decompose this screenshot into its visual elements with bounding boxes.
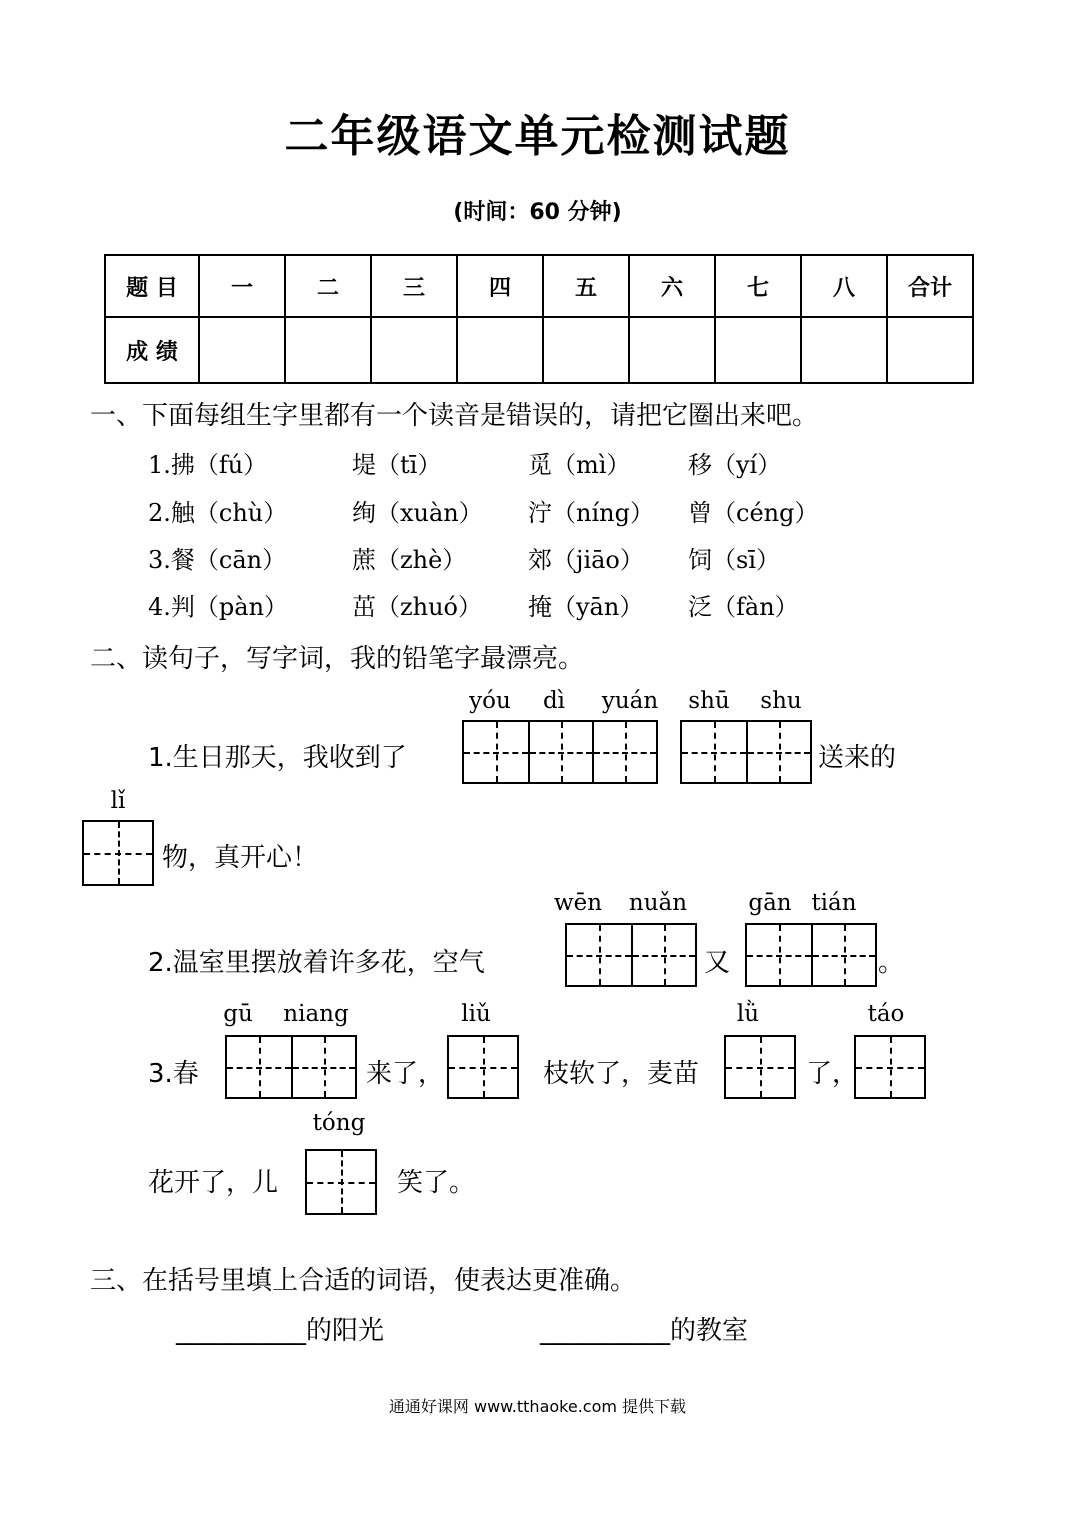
pinyin-label: gū xyxy=(223,1001,253,1027)
pinyin-label: wēn xyxy=(553,890,603,916)
question-item: 泛（fàn） xyxy=(688,593,799,621)
question-text: 枝软了，麦苗 xyxy=(543,1059,700,1089)
question-text: 送来的 xyxy=(818,743,897,773)
grid-cell[interactable] xyxy=(726,1037,794,1097)
writing-grid[interactable] xyxy=(745,923,877,987)
question-item: 茁（zhuó） xyxy=(352,593,483,621)
question-text: 花开了，儿 xyxy=(148,1168,279,1198)
writing-grid[interactable] xyxy=(447,1035,519,1099)
grid-cell[interactable] xyxy=(567,925,631,985)
pinyin-label: tián xyxy=(811,890,857,916)
table-header-cell: 二 xyxy=(285,255,371,317)
score-cell[interactable] xyxy=(715,317,801,383)
page-footer: 通通好课网 www.tthaoke.com 提供下载 xyxy=(388,1397,687,1416)
score-cell[interactable] xyxy=(629,317,715,383)
question-item: 移（yí） xyxy=(688,451,782,479)
score-cell[interactable] xyxy=(285,317,371,383)
pinyin-label: lǐ xyxy=(110,788,126,814)
question-item: 2.触（chù） xyxy=(148,499,288,527)
grid-cell[interactable] xyxy=(449,1037,517,1097)
question-text: 物，真开心！ xyxy=(162,843,319,873)
writing-grid[interactable] xyxy=(462,720,658,784)
question-item: 泞（níng） xyxy=(528,499,654,527)
pinyin-label: liǔ xyxy=(461,1001,491,1027)
question-text: 3.春 xyxy=(148,1059,199,1089)
table-header-cell: 七 xyxy=(715,255,801,317)
question-item: 1.拂（fú） xyxy=(148,451,268,479)
pinyin-label: lǜ xyxy=(736,1001,760,1027)
pinyin-label: gān xyxy=(748,890,792,916)
section2-heading: 二、读句子，写字词，我的铅笔字最漂亮。 xyxy=(90,644,585,674)
question-item: 3.餐（cān） xyxy=(148,546,287,574)
grid-cell[interactable] xyxy=(631,925,695,985)
question-item: 绚（xuàn） xyxy=(352,499,483,527)
question-item: 觅（mì） xyxy=(528,451,631,479)
score-cell[interactable] xyxy=(543,317,629,383)
score-cell[interactable] xyxy=(801,317,887,383)
table-header-cell: 三 xyxy=(371,255,457,317)
grid-cell[interactable] xyxy=(811,925,875,985)
question-text: 笑了。 xyxy=(397,1168,476,1198)
page-title: 二年级语文单元检测试题 xyxy=(284,111,791,162)
writing-grid[interactable] xyxy=(854,1035,926,1099)
grid-cell[interactable] xyxy=(84,822,152,884)
pinyin-label: shū xyxy=(688,688,730,714)
question-text: 。 xyxy=(878,948,905,978)
writing-grid[interactable] xyxy=(82,820,154,886)
grid-cell[interactable] xyxy=(307,1151,375,1213)
score-cell[interactable] xyxy=(199,317,285,383)
question-text: 又 xyxy=(704,948,731,978)
question-text: 2.温室里摆放着许多花，空气 xyxy=(148,948,485,978)
grid-cell[interactable] xyxy=(592,722,656,782)
grid-cell[interactable] xyxy=(464,722,528,782)
score-table xyxy=(104,254,974,384)
question-item: 曾（céng） xyxy=(688,499,819,527)
grid-cell[interactable] xyxy=(227,1037,291,1097)
pinyin-label: shu xyxy=(760,688,802,714)
pinyin-label: táo xyxy=(867,1001,905,1027)
question-text: 来了， xyxy=(366,1059,445,1089)
writing-grid[interactable] xyxy=(305,1149,377,1215)
pinyin-label: yuán xyxy=(601,688,659,714)
pinyin-label: dì xyxy=(542,688,566,714)
section1-heading: 一、下面每组生字里都有一个读音是错误的，请把它圈出来吧。 xyxy=(90,401,819,431)
table-header-cell: 一 xyxy=(199,255,285,317)
grid-cell[interactable] xyxy=(747,925,811,985)
pinyin-label: niang xyxy=(283,1001,349,1027)
question-item: 4.判（pàn） xyxy=(148,593,289,621)
score-cell[interactable] xyxy=(887,317,973,383)
fill-blank-item[interactable]: __________的阳光 xyxy=(176,1316,385,1346)
table-header-cell: 四 xyxy=(457,255,543,317)
question-item: 饲（sī） xyxy=(688,546,780,574)
grid-cell[interactable] xyxy=(291,1037,355,1097)
question-item: 堤（tī） xyxy=(352,451,442,479)
table-header-cell: 六 xyxy=(629,255,715,317)
writing-grid[interactable] xyxy=(680,720,812,784)
writing-grid[interactable] xyxy=(565,923,697,987)
page-subtitle: (时间：60 分钟) xyxy=(453,200,622,225)
question-text: 了， xyxy=(806,1059,859,1089)
question-item: 掩（yān） xyxy=(528,593,644,621)
table-row-label: 成 绩 xyxy=(105,317,199,383)
section3-heading: 三、在括号里填上合适的词语，使表达更准确。 xyxy=(90,1266,637,1296)
score-cell[interactable] xyxy=(371,317,457,383)
pinyin-label: tóng xyxy=(312,1110,366,1136)
fill-blank-item[interactable]: __________的教室 xyxy=(540,1316,749,1346)
pinyin-label: yóu xyxy=(469,688,511,714)
table-header-cell: 合计 xyxy=(887,255,973,317)
writing-grid[interactable] xyxy=(724,1035,796,1099)
grid-cell[interactable] xyxy=(682,722,746,782)
table-header-cell: 五 xyxy=(543,255,629,317)
question-text: 1.生日那天，我收到了 xyxy=(148,743,407,773)
writing-grid[interactable] xyxy=(225,1035,357,1099)
grid-cell[interactable] xyxy=(746,722,810,782)
table-header-cell: 题 目 xyxy=(105,255,199,317)
grid-cell[interactable] xyxy=(528,722,592,782)
question-item: 蔗（zhè） xyxy=(352,546,467,574)
question-item: 郊（jiāo） xyxy=(528,546,644,574)
pinyin-label: nuǎn xyxy=(628,890,688,916)
table-header-cell: 八 xyxy=(801,255,887,317)
score-cell[interactable] xyxy=(457,317,543,383)
grid-cell[interactable] xyxy=(856,1037,924,1097)
